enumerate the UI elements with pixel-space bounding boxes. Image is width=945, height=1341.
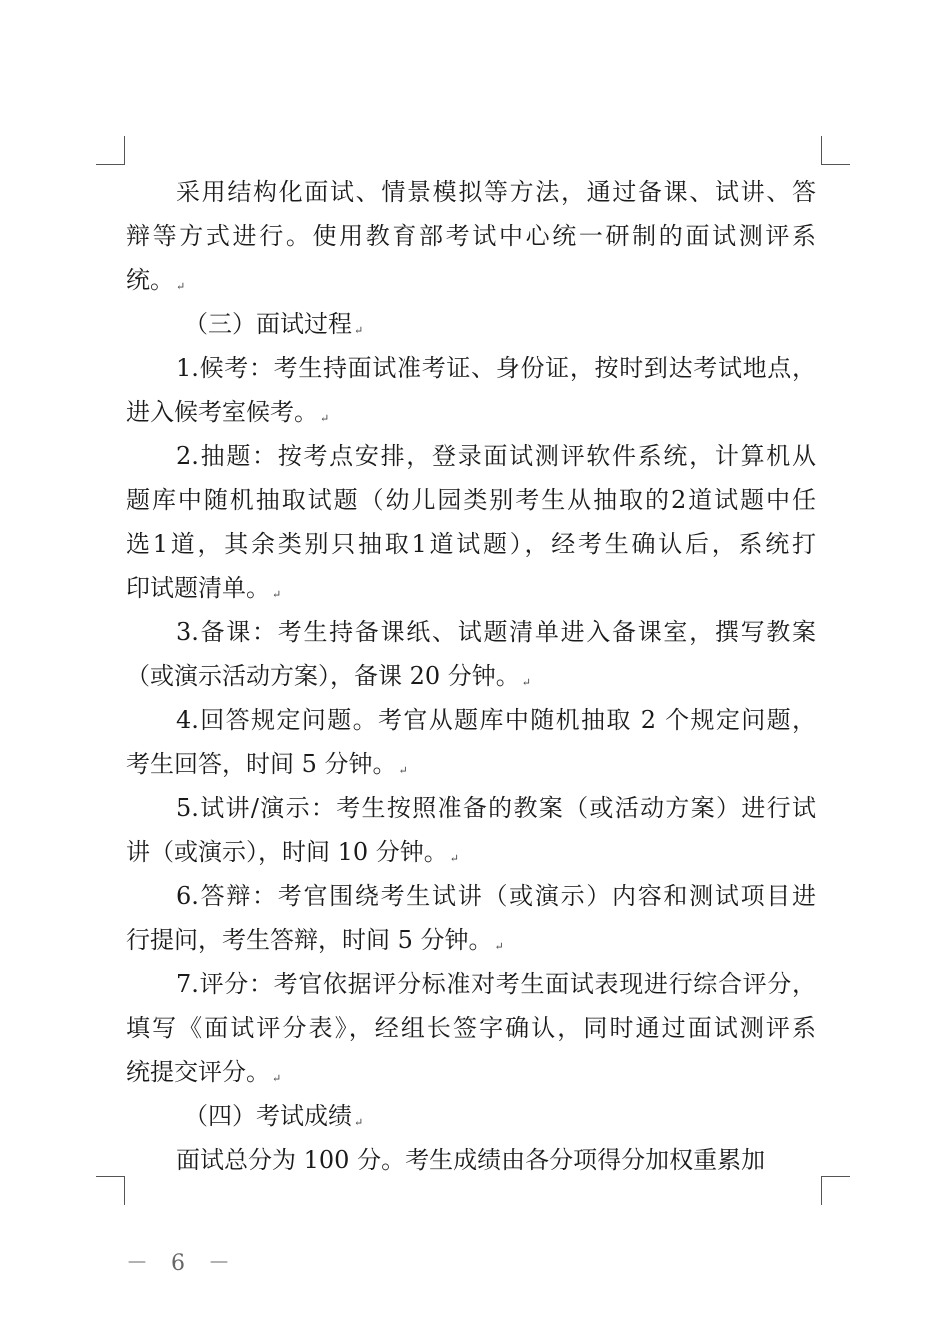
paragraph	[126, 610, 816, 698]
text-line	[126, 478, 816, 522]
line-text: 考生回答，时间 5 分钟。	[126, 750, 397, 778]
line-text: 3.备课：考生持备课纸、试题清单进入备课室，撰写教案	[176, 618, 816, 646]
crop-mark-top-left	[96, 136, 125, 165]
text-line	[126, 1006, 816, 1050]
crop-mark-top-right	[821, 136, 850, 165]
text-line	[126, 654, 816, 698]
text-line	[126, 1138, 816, 1182]
line-text: 1.候考：考生持面试准考证、身份证，按时到达考试地点，	[176, 354, 816, 382]
line-text: 进入候考室候考。	[126, 398, 318, 426]
paragraph	[126, 1138, 816, 1182]
text-line	[126, 786, 816, 830]
line-text: 选1道，其余类别只抽取1道试题），经考生确认后，系统打	[126, 530, 816, 558]
paragraph	[126, 786, 816, 874]
line-text: 统。	[126, 266, 174, 294]
text-line	[126, 742, 816, 786]
paragraph-return-icon: ↵	[272, 588, 282, 601]
line-text: 辩等方式进行。使用教育部考试中心统一研制的面试测评系	[126, 222, 816, 250]
line-text: 6.答辩：考官围绕考生试讲（或演示）内容和测试项目进	[176, 882, 816, 910]
paragraph-return-icon: ↵	[494, 940, 504, 953]
text-line	[126, 962, 816, 1006]
line-text: 填写《面试评分表》，经组长签字确认，同时通过面试测评系	[126, 1014, 816, 1042]
text-line	[126, 434, 816, 478]
paragraph	[126, 698, 816, 786]
line-text: 统提交评分。	[126, 1058, 270, 1086]
text-line	[126, 302, 816, 346]
text-line	[126, 170, 816, 214]
line-text: 7.评分：考官依据评分标准对考生面试表现进行综合评分，	[176, 970, 816, 998]
paragraph	[126, 434, 816, 610]
paragraph	[126, 962, 816, 1094]
line-text: 2.抽题：按考点安排，登录面试测评软件系统，计算机从	[176, 442, 816, 470]
crop-mark-bottom-right	[821, 1176, 850, 1205]
line-text: 印试题清单。	[126, 574, 270, 602]
text-line	[126, 522, 816, 566]
paragraph-return-icon: ↵	[272, 1072, 282, 1085]
section-heading	[126, 1094, 816, 1138]
text-line	[126, 214, 816, 258]
paragraph-return-icon: ↵	[354, 324, 364, 337]
section-heading	[126, 302, 816, 346]
line-text: 采用结构化面试、情景模拟等方法，通过备课、试讲、答	[176, 178, 816, 206]
paragraph-return-icon: ↵	[176, 280, 186, 293]
line-text: 讲（或演示），时间 10 分钟。	[126, 838, 448, 866]
text-line	[126, 390, 816, 434]
line-text: 4.回答规定问题。考官从题库中随机抽取 2 个规定问题，	[176, 706, 816, 734]
line-text: （四）考试成绩	[184, 1102, 352, 1130]
line-text: （或演示活动方案），备课 20 分钟。	[126, 662, 520, 690]
paragraph	[126, 874, 816, 962]
text-line	[126, 830, 816, 874]
text-line	[126, 698, 816, 742]
line-text: （三）面试过程	[184, 310, 352, 338]
paragraph-return-icon: ↵	[521, 676, 532, 689]
paragraph-return-icon: ↵	[354, 1116, 364, 1129]
paragraph	[126, 170, 816, 302]
page-number: － 6 －	[126, 1251, 238, 1276]
paragraph-return-icon: ↵	[320, 412, 330, 425]
text-line	[126, 346, 816, 390]
paragraph	[126, 346, 816, 434]
text-line	[126, 1050, 816, 1094]
line-text: 面试总分为 100 分。考生成绩由各分项得分加权重累加	[176, 1146, 766, 1174]
paragraph-return-icon: ↵	[398, 764, 408, 777]
line-text: 行提问，考生答辩，时间 5 分钟。	[126, 926, 493, 954]
line-text: 题库中随机抽取试题（幼儿园类别考生从抽取的2道试题中任	[126, 486, 816, 514]
text-line	[126, 918, 816, 962]
text-line	[126, 258, 816, 302]
text-line	[126, 874, 816, 918]
text-line	[126, 1094, 816, 1138]
crop-mark-bottom-left	[96, 1176, 125, 1205]
paragraph-return-icon: ↵	[449, 852, 460, 865]
text-line	[126, 566, 816, 610]
text-line	[126, 610, 816, 654]
line-text: 5.试讲/演示：考生按照准备的教案（或活动方案）进行试	[176, 794, 816, 822]
body-text	[126, 170, 816, 1182]
